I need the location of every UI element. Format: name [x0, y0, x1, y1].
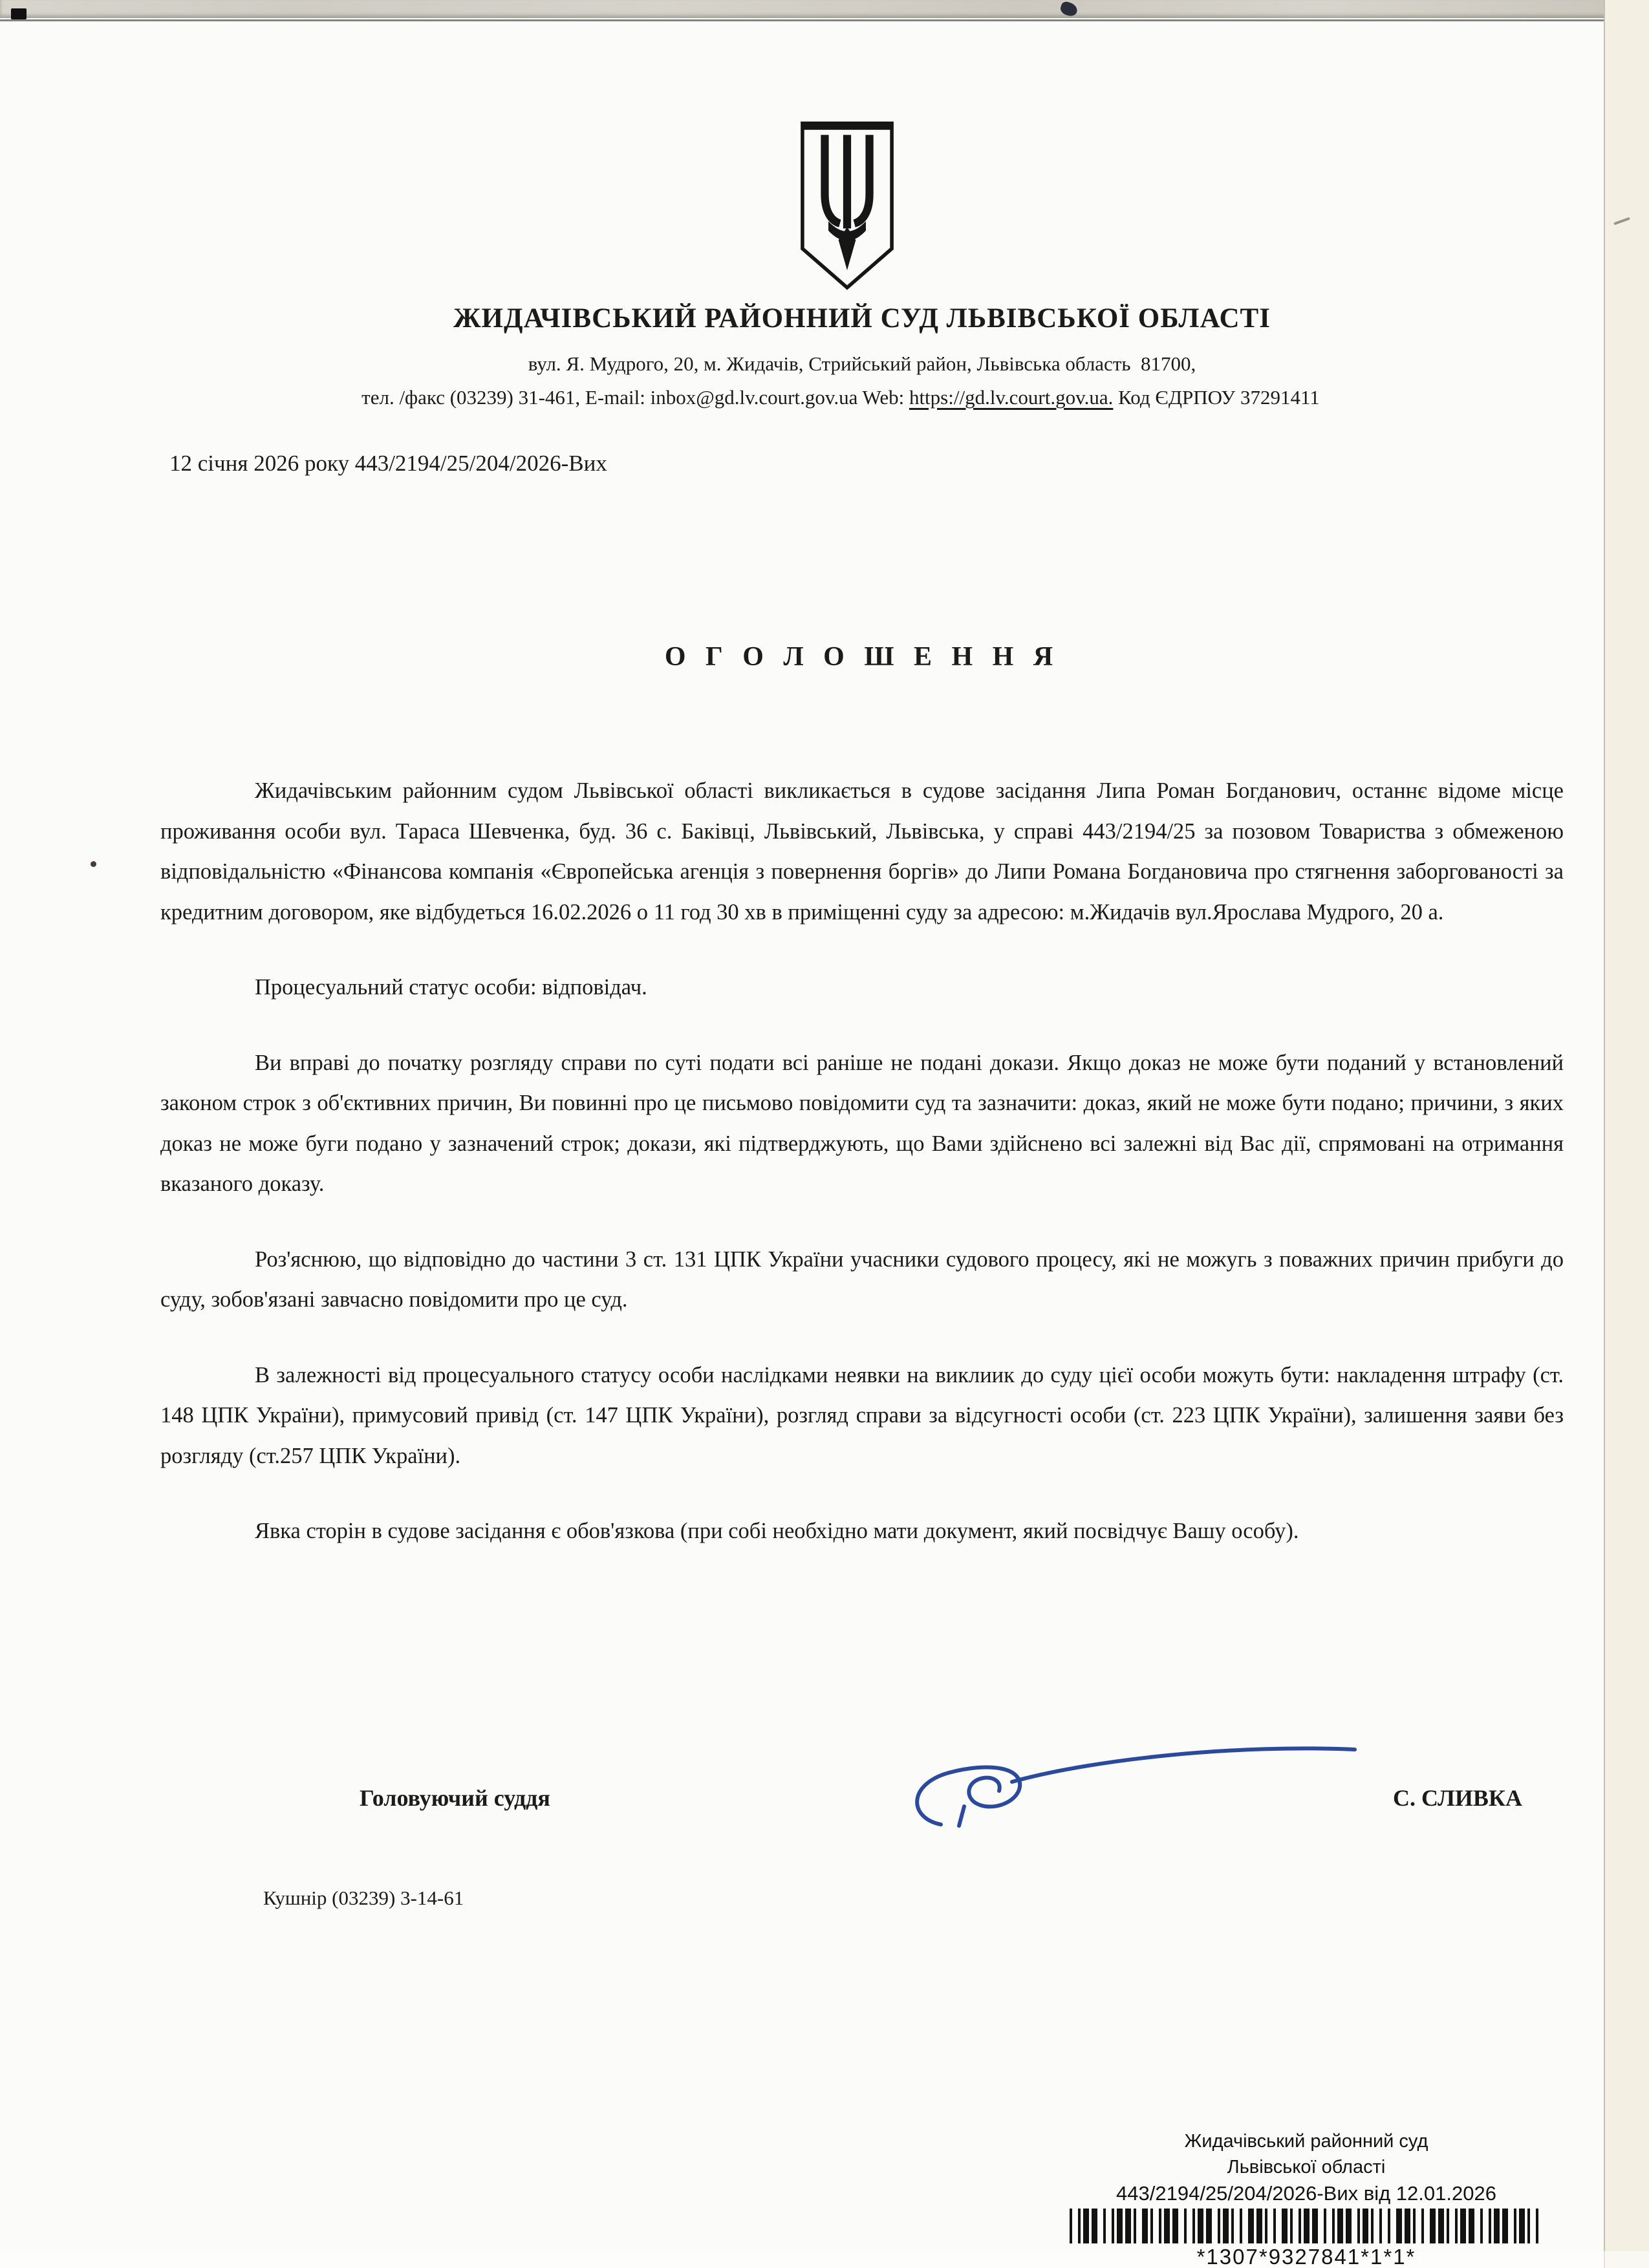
ukraine-trident-emblem-icon — [797, 120, 898, 297]
stamp-court-name-line2: Львівської області — [1227, 2157, 1386, 2177]
court-address-line: вул. Я. Мудрого, 20, м. Жидачів, Стрийський район, Львівська область 81700, — [528, 352, 1196, 375]
paragraph-absence-consequences: В залежності від процесуального статусу особи наслідками неявки на виклиик до суду цієї особи можуть бути: накладення штрафу (ст. 148 ЦПК України), примусовий привід (ст. 147 ЦПК України), розгляд справи за відсугності особи (ст. 223 ЦПК України), залишення заяви без розгляду (ст.257 ЦПК України). — [160, 1362, 1564, 1468]
stamp-court-name-line1: Жидачівський районний суд — [1184, 2131, 1428, 2152]
clerk-contact-line: Кушнір (03239) 3-14-61 — [263, 1887, 464, 1909]
paragraph-evidence-rights: Ви вправі до початку розгляду справи по суті подати всі раніше не подані докази. Якщо доказ не може бути поданий у встановлений законом строк з об'єктивних причин, Ви повинні про це письмово повідомити суд та зазначити: доказ, який не може бути подано; причини, з яких доказ не може буги подано у зазначений строк; докази, які підтверджують, що Вами здійснено всі залежні від Вас дії, спрямовані на отримання вказаного доказу. — [160, 1050, 1564, 1196]
registration-stamp-block — [1061, 2128, 1552, 2268]
scan-speck — [91, 861, 96, 867]
scan-top-edge-line — [0, 19, 1649, 21]
barcode — [1070, 2209, 1543, 2243]
scanner-background-strip — [1604, 0, 1649, 2268]
document-title: О Г О Л О Ш Е Н Н Я — [664, 642, 1060, 672]
stamp-reference-and-date: 443/2194/25/204/2026-Вих від 12.01.2026 — [1116, 2182, 1496, 2205]
date-and-reference-number: 12 січня 2026 року 443/2194/25/204/2026-Вих — [169, 451, 607, 476]
contact-suffix: Код ЄДРПОУ 37291411 — [1113, 386, 1320, 409]
scan-top-edge-artifact — [0, 0, 1649, 18]
judge-title-label: Головуючий суддя — [360, 1785, 550, 1811]
paragraph-summons: Жидачівським районним судом Львівської області викликається в судове засідання Липа Роман Богданович, останнє відоме місце проживання особи вул. Тараса Шевченка, буд. 36 с. Баківці, Львівський, Львівська, у справі 443/2194/25 за позовом Товариства з обмеженою відповідальністю «Фінансова компанія «Європейська агенція з повернення боргів» до Липи Романа Богдановича про стягнення заборгованості за кредитним договором, яке відбудеться 16.02.2026 о 11 год 30 хв в приміщенні суду за адресою: м.Жидачів вул.Ярослава Мудрого, 20 а. — [160, 778, 1564, 925]
paragraph-procedural-status: Процесуальний статус особи: відповідач. — [255, 975, 647, 1000]
court-website-url: https://gd.lv.court.gov.ua. — [909, 386, 1114, 409]
signature-row — [0, 1770, 1649, 1848]
barcode-human-readable: *1307*9327841*1*1* — [1196, 2245, 1416, 2268]
judge-name: С. СЛИВКА — [1392, 1785, 1522, 1811]
judge-signature-ink — [902, 1739, 1368, 1839]
paragraph-article-131: Роз'яснюю, що відповідно до частини 3 ст. 131 ЦПК України учасники судового процесу, які не можугь з поважних причин прибуги до суду, зобов'язані завчасно повідомити про це суд. — [160, 1246, 1564, 1312]
scan-ink-blob-top-left — [11, 8, 27, 19]
document-body — [160, 771, 1564, 1587]
paragraph-attendance-mandatory: Явка сторін в судове засідання є обов'язкова (при собі необхідно мати документ, який посвідчує Вашу особу). — [255, 1519, 1299, 1543]
court-contact-line — [58, 386, 1623, 409]
court-name-heading: ЖИДАЧІВСЬКИЙ РАЙОННИЙ СУД ЛЬВІВСЬКОЇ ОБЛАСТІ — [453, 303, 1271, 334]
contact-prefix: тел. /факс (03239) 31-461, E-mail: inbox@gd.lv.court.gov.ua Web: — [361, 386, 909, 409]
